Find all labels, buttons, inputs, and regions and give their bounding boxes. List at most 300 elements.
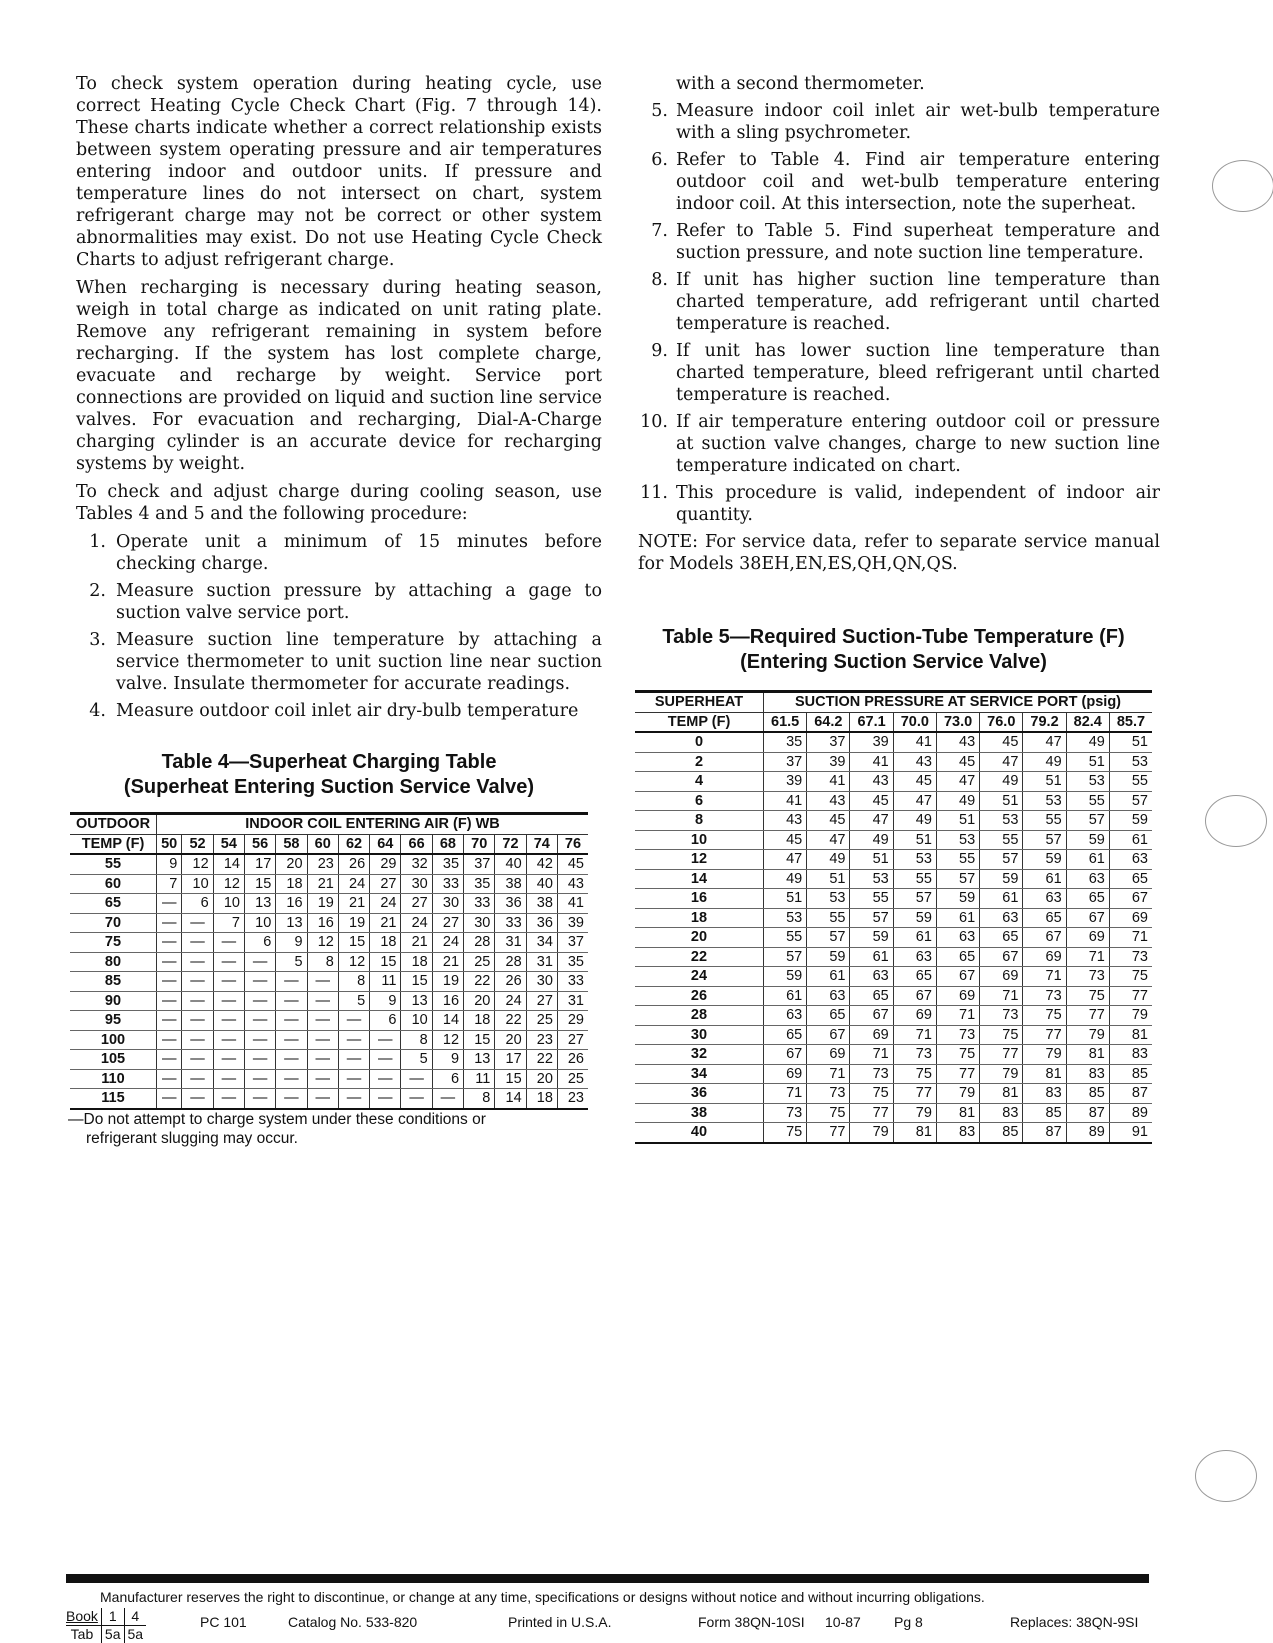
table-cell: 9: [276, 933, 307, 953]
table-cell: 67: [764, 1045, 807, 1065]
table-cell: 55: [850, 889, 893, 909]
table-cell: 81: [1023, 1064, 1066, 1084]
table-cell: 9: [370, 991, 401, 1011]
table-cell: 85: [980, 1123, 1023, 1143]
table-cell: 53: [1023, 791, 1066, 811]
table-row: [635, 791, 1152, 811]
step-item: [76, 629, 602, 695]
table-cell: 73: [1066, 967, 1109, 987]
table-row: [635, 850, 1152, 870]
table-cell: 61: [893, 928, 936, 948]
column-header: 74: [526, 834, 557, 854]
table-cell: 45: [557, 854, 588, 874]
table-cell: 21: [307, 874, 338, 894]
table-cell: 41: [557, 894, 588, 914]
table-cell: 71: [764, 1084, 807, 1104]
right-column: [638, 73, 1160, 581]
column-header: 67.1: [850, 712, 893, 732]
table-cell: 69: [980, 967, 1023, 987]
table-cell: 77: [850, 1103, 893, 1123]
table-cell: 45: [807, 811, 850, 831]
paragraph: To check system operation during heating cycle, use correct Heating Cycle Check Chart (Fig. 7 through 14). These charts indicate whether a correct relationship exists between system operating pressure and air temperatures entering indoor and outdoor units. If pressure and temperature lines do not intersect on chart, system refrigerant charge may not be correct or other system abnormalities may exist. Do not use Heating Cycle Check Charts to adjust refrigerant charge.: [76, 74, 602, 270]
row-label: 30: [635, 1025, 764, 1045]
table-cell: 8: [401, 1030, 432, 1050]
table-cell: 41: [850, 752, 893, 772]
table-cell: 6: [244, 933, 275, 953]
table-cell: 77: [936, 1064, 979, 1084]
table-cell: —: [157, 972, 182, 992]
table-cell: 59: [893, 908, 936, 928]
table-cell: 39: [764, 772, 807, 792]
table-cell: 29: [557, 1011, 588, 1031]
table-cell: 47: [764, 850, 807, 870]
table-cell: 81: [1109, 1025, 1152, 1045]
table-cell: 77: [1023, 1025, 1066, 1045]
table-cell: 75: [764, 1123, 807, 1143]
step-continuation: with a second thermometer.: [676, 74, 925, 94]
table-cell: —: [276, 1069, 307, 1089]
table5-title-line2: (Entering Suction Service Valve): [740, 651, 1047, 673]
table-cell: 65: [893, 967, 936, 987]
table-cell: —: [432, 1089, 463, 1109]
table-cell: 32: [401, 854, 432, 874]
table-cell: 22: [464, 972, 495, 992]
column-header: 70: [464, 834, 495, 854]
step-number: 11.: [640, 483, 668, 503]
table-cell: 17: [244, 854, 275, 874]
row-label: 85: [70, 972, 157, 992]
table-cell: —: [157, 1050, 182, 1070]
table-cell: 31: [495, 933, 526, 953]
table-cell: —: [213, 991, 244, 1011]
table-cell: 77: [807, 1123, 850, 1143]
table-cell: 67: [893, 986, 936, 1006]
table-row: [70, 1050, 588, 1070]
table-cell: 53: [807, 889, 850, 909]
footer-page: Pg 8: [894, 1614, 923, 1630]
table-row: [635, 928, 1152, 948]
table-cell: 38: [526, 894, 557, 914]
table-cell: —: [182, 1030, 213, 1050]
table-cell: 59: [1109, 811, 1152, 831]
table-cell: 15: [370, 952, 401, 972]
table-cell: 89: [1109, 1103, 1152, 1123]
table-cell: 12: [338, 952, 369, 972]
table-cell: 24: [495, 991, 526, 1011]
table-cell: 47: [936, 772, 979, 792]
table-cell: 33: [432, 874, 463, 894]
row-label: 110: [70, 1069, 157, 1089]
column-group-header: INDOOR COIL ENTERING AIR (F) WB: [157, 814, 589, 835]
table-cell: —: [338, 1030, 369, 1050]
step-number: 3.: [89, 630, 106, 650]
table-cell: 51: [1109, 732, 1152, 752]
table-cell: 20: [464, 991, 495, 1011]
column-header: 62: [338, 834, 369, 854]
table-cell: 13: [464, 1050, 495, 1070]
table-cell: —: [244, 1030, 275, 1050]
table-cell: 19: [307, 894, 338, 914]
step-text: If air temperature entering outdoor coil or pressure at suction valve changes, charge to new suction line temperature indicated on chart.: [676, 412, 1160, 476]
table-cell: —: [213, 933, 244, 953]
table-cell: 83: [936, 1123, 979, 1143]
table-cell: 20: [495, 1030, 526, 1050]
table-cell: 37: [807, 732, 850, 752]
table-cell: 65: [1023, 908, 1066, 928]
column-header: 68: [432, 834, 463, 854]
row-header-label: TEMP (F): [70, 834, 157, 854]
table-cell: 45: [764, 830, 807, 850]
table-cell: 79: [850, 1123, 893, 1143]
table-cell: 12: [213, 874, 244, 894]
table-cell: 45: [850, 791, 893, 811]
table4-footnote: [68, 1110, 593, 1148]
table-cell: 61: [850, 947, 893, 967]
table-cell: 59: [980, 869, 1023, 889]
table-cell: 61: [1023, 869, 1066, 889]
binder-hole-mark: [1212, 160, 1273, 212]
step-number: 5.: [651, 101, 668, 121]
table-cell: 67: [1066, 908, 1109, 928]
table-cell: 55: [764, 928, 807, 948]
row-label: 70: [70, 913, 157, 933]
table-cell: 65: [764, 1025, 807, 1045]
table-cell: 6: [182, 894, 213, 914]
table-row: [70, 952, 588, 972]
table-cell: —: [276, 991, 307, 1011]
table-cell: —: [213, 952, 244, 972]
step-item: [638, 149, 1160, 215]
table-cell: 63: [936, 928, 979, 948]
binder-hole-mark: [1205, 795, 1267, 847]
table-cell: 71: [1023, 967, 1066, 987]
table-cell: —: [244, 1011, 275, 1031]
row-label: 105: [70, 1050, 157, 1070]
table-cell: 55: [807, 908, 850, 928]
row-label: 80: [70, 952, 157, 972]
row-label: 90: [70, 991, 157, 1011]
table-cell: 23: [307, 854, 338, 874]
table-cell: 77: [1066, 1006, 1109, 1026]
table-cell: 59: [764, 967, 807, 987]
table-cell: —: [213, 1069, 244, 1089]
table-cell: 67: [1109, 889, 1152, 909]
table-cell: 65: [850, 986, 893, 1006]
table-cell: 30: [401, 874, 432, 894]
table-cell: 23: [557, 1089, 588, 1109]
table-cell: 39: [850, 732, 893, 752]
table-row: [635, 947, 1152, 967]
row-label: 115: [70, 1089, 157, 1109]
column-header: 76: [557, 834, 588, 854]
table-cell: 10: [401, 1011, 432, 1031]
table-cell: 63: [1109, 850, 1152, 870]
table-cell: 45: [893, 772, 936, 792]
table-row: [635, 889, 1152, 909]
table4-superheat-charging: [70, 812, 588, 1110]
table-cell: 59: [850, 928, 893, 948]
table-cell: 49: [1023, 752, 1066, 772]
table-cell: 5: [401, 1050, 432, 1070]
table-cell: 81: [936, 1103, 979, 1123]
table-cell: 59: [807, 947, 850, 967]
table-cell: 59: [1066, 830, 1109, 850]
table-row: [635, 732, 1152, 752]
table-cell: 27: [526, 991, 557, 1011]
table-cell: 51: [980, 791, 1023, 811]
table-cell: 77: [893, 1084, 936, 1104]
table-cell: 24: [401, 913, 432, 933]
table-cell: —: [213, 1011, 244, 1031]
table-cell: 81: [980, 1084, 1023, 1104]
table-cell: 33: [495, 913, 526, 933]
row-label: 38: [635, 1103, 764, 1123]
table-cell: —: [182, 1011, 213, 1031]
table-cell: 55: [1023, 811, 1066, 831]
table-row: [70, 874, 588, 894]
row-label: 75: [70, 933, 157, 953]
footer-replaces: Replaces: 38QN-9SI: [1010, 1614, 1139, 1630]
table-cell: 63: [850, 967, 893, 987]
tab-label: Tab: [66, 1626, 101, 1643]
table-cell: 81: [1066, 1045, 1109, 1065]
table-cell: 71: [1066, 947, 1109, 967]
row-label: 18: [635, 908, 764, 928]
table-cell: 51: [764, 889, 807, 909]
footer-pc: PC 101: [200, 1614, 247, 1630]
table-cell: 11: [464, 1069, 495, 1089]
table-cell: 65: [1109, 869, 1152, 889]
table-cell: 13: [244, 894, 275, 914]
table-cell: 20: [526, 1069, 557, 1089]
column-header: 64.2: [807, 712, 850, 732]
table-cell: 8: [338, 972, 369, 992]
table-cell: 69: [936, 986, 979, 1006]
table-cell: 49: [893, 811, 936, 831]
row-label: 26: [635, 986, 764, 1006]
column-group-header: SUCTION PRESSURE AT SERVICE PORT (psig): [764, 692, 1153, 713]
procedure-steps: [76, 531, 602, 722]
column-header: 76.0: [980, 712, 1023, 732]
row-label: 20: [635, 928, 764, 948]
table-cell: 35: [464, 874, 495, 894]
table-cell: 75: [893, 1064, 936, 1084]
tab-number: 5a: [124, 1626, 146, 1643]
table-cell: 16: [276, 894, 307, 914]
table-cell: 53: [850, 869, 893, 889]
table-cell: 67: [980, 947, 1023, 967]
footer-form: Form 38QN-10SI: [698, 1614, 805, 1630]
table-row: [635, 986, 1152, 1006]
table-cell: 69: [807, 1045, 850, 1065]
table-cell: 18: [276, 874, 307, 894]
table-cell: 61: [1066, 850, 1109, 870]
row-label: 0: [635, 732, 764, 752]
table-cell: 79: [1066, 1025, 1109, 1045]
table-cell: 30: [464, 913, 495, 933]
table-cell: 47: [980, 752, 1023, 772]
table-cell: 40: [495, 854, 526, 874]
table-cell: 57: [1109, 791, 1152, 811]
table-cell: 26: [338, 854, 369, 874]
table-cell: 5: [338, 991, 369, 1011]
table-cell: 8: [464, 1089, 495, 1109]
table-cell: 65: [936, 947, 979, 967]
table-cell: 28: [464, 933, 495, 953]
table5-suction-tube-temperature: [635, 690, 1152, 1144]
table-cell: 30: [526, 972, 557, 992]
table-cell: 21: [401, 933, 432, 953]
table-cell: 53: [893, 850, 936, 870]
table-cell: 15: [338, 933, 369, 953]
table-cell: 24: [370, 894, 401, 914]
table-cell: 53: [936, 830, 979, 850]
step-text: If unit has higher suction line temperature than charted temperature, add refrigerant until charted temperature is reached.: [676, 270, 1160, 334]
table-cell: 73: [807, 1084, 850, 1104]
table-cell: 75: [1023, 1006, 1066, 1026]
table-cell: 87: [1109, 1084, 1152, 1104]
table-cell: 91: [1109, 1123, 1152, 1143]
row-label: 55: [70, 854, 157, 874]
table-cell: —: [213, 972, 244, 992]
table-cell: 67: [850, 1006, 893, 1026]
step-item: [638, 340, 1160, 406]
table-cell: —: [157, 952, 182, 972]
step-text: Measure indoor coil inlet air wet-bulb temperature with a sling psychrometer.: [676, 101, 1160, 143]
table-row: [635, 1123, 1152, 1143]
table-cell: 21: [338, 894, 369, 914]
table-cell: 10: [182, 874, 213, 894]
table-cell: —: [307, 1069, 338, 1089]
book-number: 1: [101, 1608, 124, 1626]
table-cell: 47: [807, 830, 850, 850]
table-cell: 31: [557, 991, 588, 1011]
row-label: 32: [635, 1045, 764, 1065]
table-cell: —: [338, 1089, 369, 1109]
table-cell: 37: [764, 752, 807, 772]
table-cell: 55: [1066, 791, 1109, 811]
table-cell: 37: [464, 854, 495, 874]
column-header: 60: [307, 834, 338, 854]
table-cell: —: [182, 991, 213, 1011]
step-number: 6.: [651, 150, 668, 170]
table-cell: 71: [807, 1064, 850, 1084]
table-cell: 61: [807, 967, 850, 987]
table-cell: 14: [432, 1011, 463, 1031]
table-cell: 87: [1066, 1103, 1109, 1123]
table-cell: 51: [807, 869, 850, 889]
table-cell: 79: [936, 1084, 979, 1104]
table-row: [70, 933, 588, 953]
column-header: 66: [401, 834, 432, 854]
table-cell: 27: [557, 1030, 588, 1050]
table-cell: —: [244, 1069, 275, 1089]
table-cell: 57: [980, 850, 1023, 870]
table-cell: —: [182, 1069, 213, 1089]
table-cell: 39: [807, 752, 850, 772]
table-cell: 53: [764, 908, 807, 928]
table-cell: 75: [850, 1084, 893, 1104]
table-cell: 57: [936, 869, 979, 889]
row-label: 40: [635, 1123, 764, 1143]
table-cell: 65: [1066, 889, 1109, 909]
footer-catalog: Catalog No. 533-820: [288, 1614, 418, 1630]
table-cell: 61: [936, 908, 979, 928]
table-cell: —: [276, 972, 307, 992]
table-cell: 59: [936, 889, 979, 909]
table-cell: —: [157, 991, 182, 1011]
table-row: [635, 1103, 1152, 1123]
table5-title: [635, 625, 1152, 675]
table-cell: 63: [764, 1006, 807, 1026]
table-cell: —: [157, 1011, 182, 1031]
row-label: 14: [635, 869, 764, 889]
column-header: 64: [370, 834, 401, 854]
table-row: [635, 1006, 1152, 1026]
table-cell: 55: [1109, 772, 1152, 792]
step-text: Measure outdoor coil inlet air dry-bulb temperature: [116, 701, 579, 721]
table-cell: 35: [557, 952, 588, 972]
table-cell: 83: [980, 1103, 1023, 1123]
table-cell: 41: [893, 732, 936, 752]
table-cell: 6: [370, 1011, 401, 1031]
table-cell: —: [307, 1011, 338, 1031]
header-row: [70, 814, 588, 835]
paragraph: When recharging is necessary during heating season, weigh in total charge as indicated on unit rating plate. Remove any refrigerant remaining in system before recharging. If the system has lost complete charge, evacuate and recharge by weight. Service port connections are provided on liquid and suction line service valves. For evacuation and recharging, Dial-A-Charge charging cylinder is an accurate device for recharging systems by weight.: [76, 278, 602, 474]
table-cell: 43: [893, 752, 936, 772]
table-row: [635, 1084, 1152, 1104]
table-cell: —: [157, 1030, 182, 1050]
table-cell: —: [244, 972, 275, 992]
row-label: 34: [635, 1064, 764, 1084]
table-cell: 65: [980, 928, 1023, 948]
table-cell: —: [182, 952, 213, 972]
step-number: 4.: [89, 701, 106, 721]
table-cell: —: [307, 991, 338, 1011]
table-cell: —: [307, 1050, 338, 1070]
table-cell: 53: [1066, 772, 1109, 792]
column-header: 50: [157, 834, 182, 854]
table-cell: 21: [432, 952, 463, 972]
table-cell: 15: [495, 1069, 526, 1089]
footer-printed: Printed in U.S.A.: [508, 1614, 612, 1630]
table-row: [70, 1089, 588, 1109]
table-cell: 61: [1109, 830, 1152, 850]
table-cell: 41: [764, 791, 807, 811]
table-cell: 26: [495, 972, 526, 992]
table-cell: —: [182, 1050, 213, 1070]
table-cell: 49: [764, 869, 807, 889]
table-cell: 59: [1023, 850, 1066, 870]
table-cell: 75: [1109, 967, 1152, 987]
table-cell: 9: [157, 854, 182, 874]
table-cell: 57: [1066, 811, 1109, 831]
table-cell: 51: [1023, 772, 1066, 792]
table-cell: 79: [893, 1103, 936, 1123]
table-cell: 33: [464, 894, 495, 914]
table-cell: 77: [980, 1045, 1023, 1065]
table-cell: 67: [807, 1025, 850, 1045]
table-cell: 40: [526, 874, 557, 894]
tab-number: 5a: [101, 1626, 124, 1643]
step-item: [638, 411, 1160, 477]
table-cell: 73: [1023, 986, 1066, 1006]
table-cell: 51: [1066, 752, 1109, 772]
column-header: 79.2: [1023, 712, 1066, 732]
table-cell: —: [370, 1030, 401, 1050]
column-header: 70.0: [893, 712, 936, 732]
table-cell: 73: [1109, 947, 1152, 967]
